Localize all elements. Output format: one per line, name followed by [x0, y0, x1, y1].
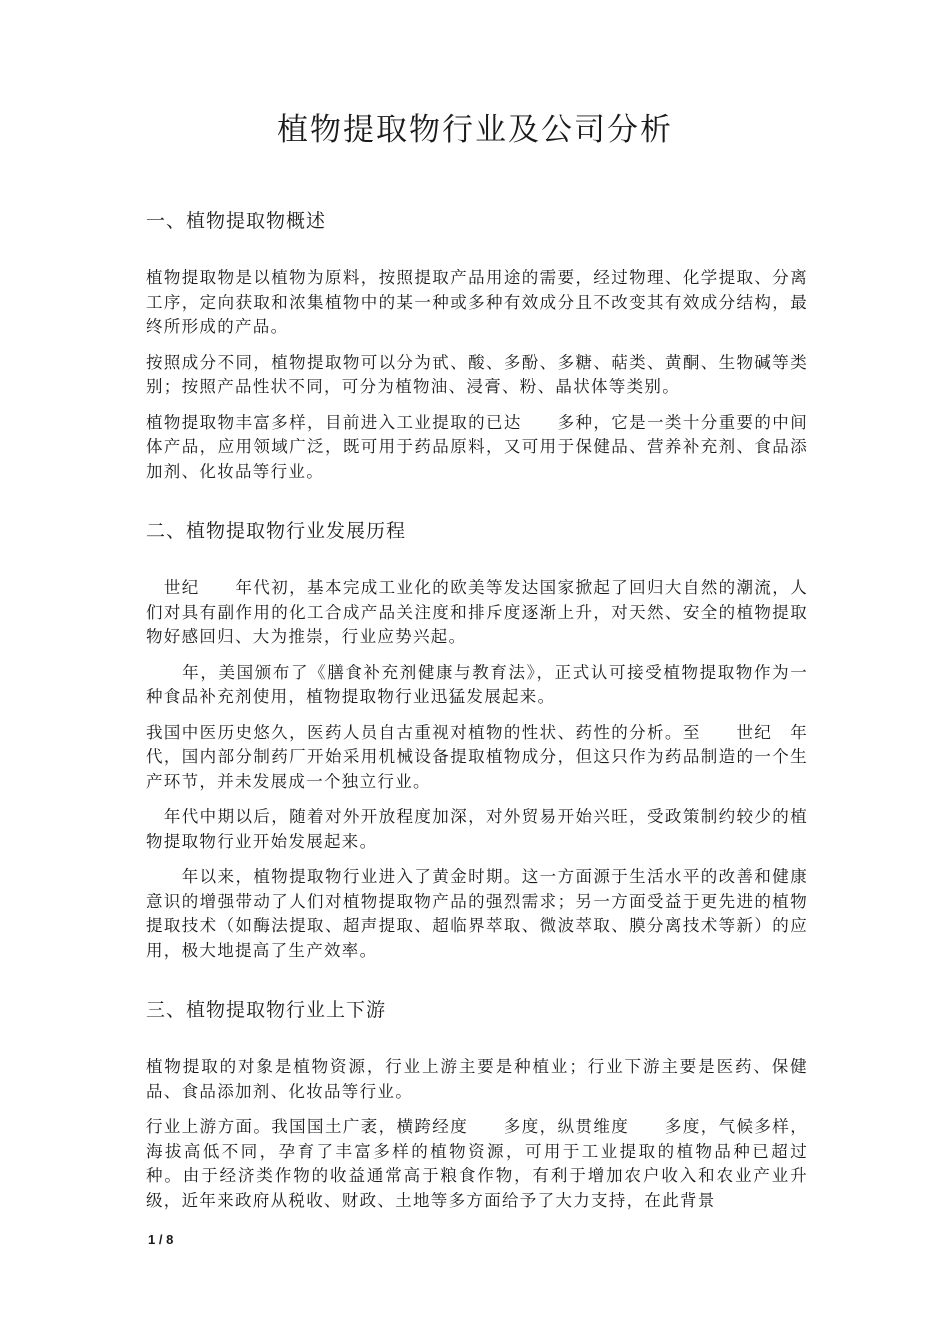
paragraph: 我国中医历史悠久，医药人员自古重视对植物的性状、药性的分析。至 世纪 年代，国内部分制药厂开始采用机械设备提取植物成分，但这只作为药品制造的一个生产环节，并未发展成一个独立行业。	[146, 722, 808, 791]
paragraph: 植物提取物丰富多样，目前进入工业提取的已达 多种，它是一类十分重要的中间体产品，应用领域广泛，既可用于药品原料，又可用于保健品、营养补充剂、食品添加剂、化妆品等行业。	[146, 412, 808, 481]
section-heading: 一、植物提取物概述	[146, 210, 327, 232]
section-heading: 三、植物提取物行业上下游	[146, 999, 387, 1021]
paragraph: 行业上游方面。我国国土广袤，横跨经度 多度，纵贯维度 多度，气候多样，海拔高低不同，孕育了丰富多样的植物资源，可用于工业提取的植物品种已超过 种。由于经济类作物的收益通常高于粮食作物，有利于增加农户收入和农业产业升级，近年来政府从税收、财政、土地等多方面给予了大力支持，在此背景	[146, 1117, 844, 1210]
paragraph: 植物提取的对象是植物资源，行业上游主要是种植业；行业下游主要是医药、保健品、食品添加剂、化妆品等行业。	[146, 1057, 808, 1101]
document-title: 植物提取物行业及公司分析	[277, 112, 673, 148]
document-body	[146, 206, 844, 1213]
paragraph: 世纪 年代初，基本完成工业化的欧美等发达国家掀起了回归大自然的潮流，人们对具有副作用的化工合成产品关注度和排斥度逐渐上升，对天然、安全的植物提取物好感回归、大为推崇，行业应势兴起。	[146, 578, 808, 646]
paragraph: 按照成分不同，植物提取物可以分为甙、酸、多酚、多糖、萜类、黄酮、生物碱等类别；按照产品性状不同，可分为植物油、浸膏、粉、晶状体等类别。	[146, 352, 808, 396]
paragraph: 年，美国颁布了《膳食补充剂健康与教育法》，正式认可接受植物提取物作为一种食品补充剂使用，植物提取物行业迅猛发展起来。	[146, 662, 808, 706]
section-heading: 二、植物提取物行业发展历程	[146, 520, 407, 542]
paragraph: 植物提取物是以植物为原料，按照提取产品用途的需要，经过物理、化学提取、分离工序，定向获取和浓集植物中的某一种或多种有效成分且不改变其有效成分结构，最终所形成的产品。	[146, 268, 808, 336]
paragraph: 年代中期以后，随着对外开放程度加深，对外贸易开始兴旺，受政策制约较少的植物提取物行业开始发展起来。	[146, 807, 808, 851]
paragraph: 年以来，植物提取物行业进入了黄金时期。这一方面源于生活水平的改善和健康意识的增强带动了人们对植物提取物产品的强烈需求；另一方面受益于更先进的植物提取技术（如酶法提取、超声提取、超临界萃取、微波萃取、膜分离技术等新）的应用，极大地提高了生产效率。	[146, 867, 808, 960]
page-number: 1 / 8	[148, 1232, 174, 1247]
